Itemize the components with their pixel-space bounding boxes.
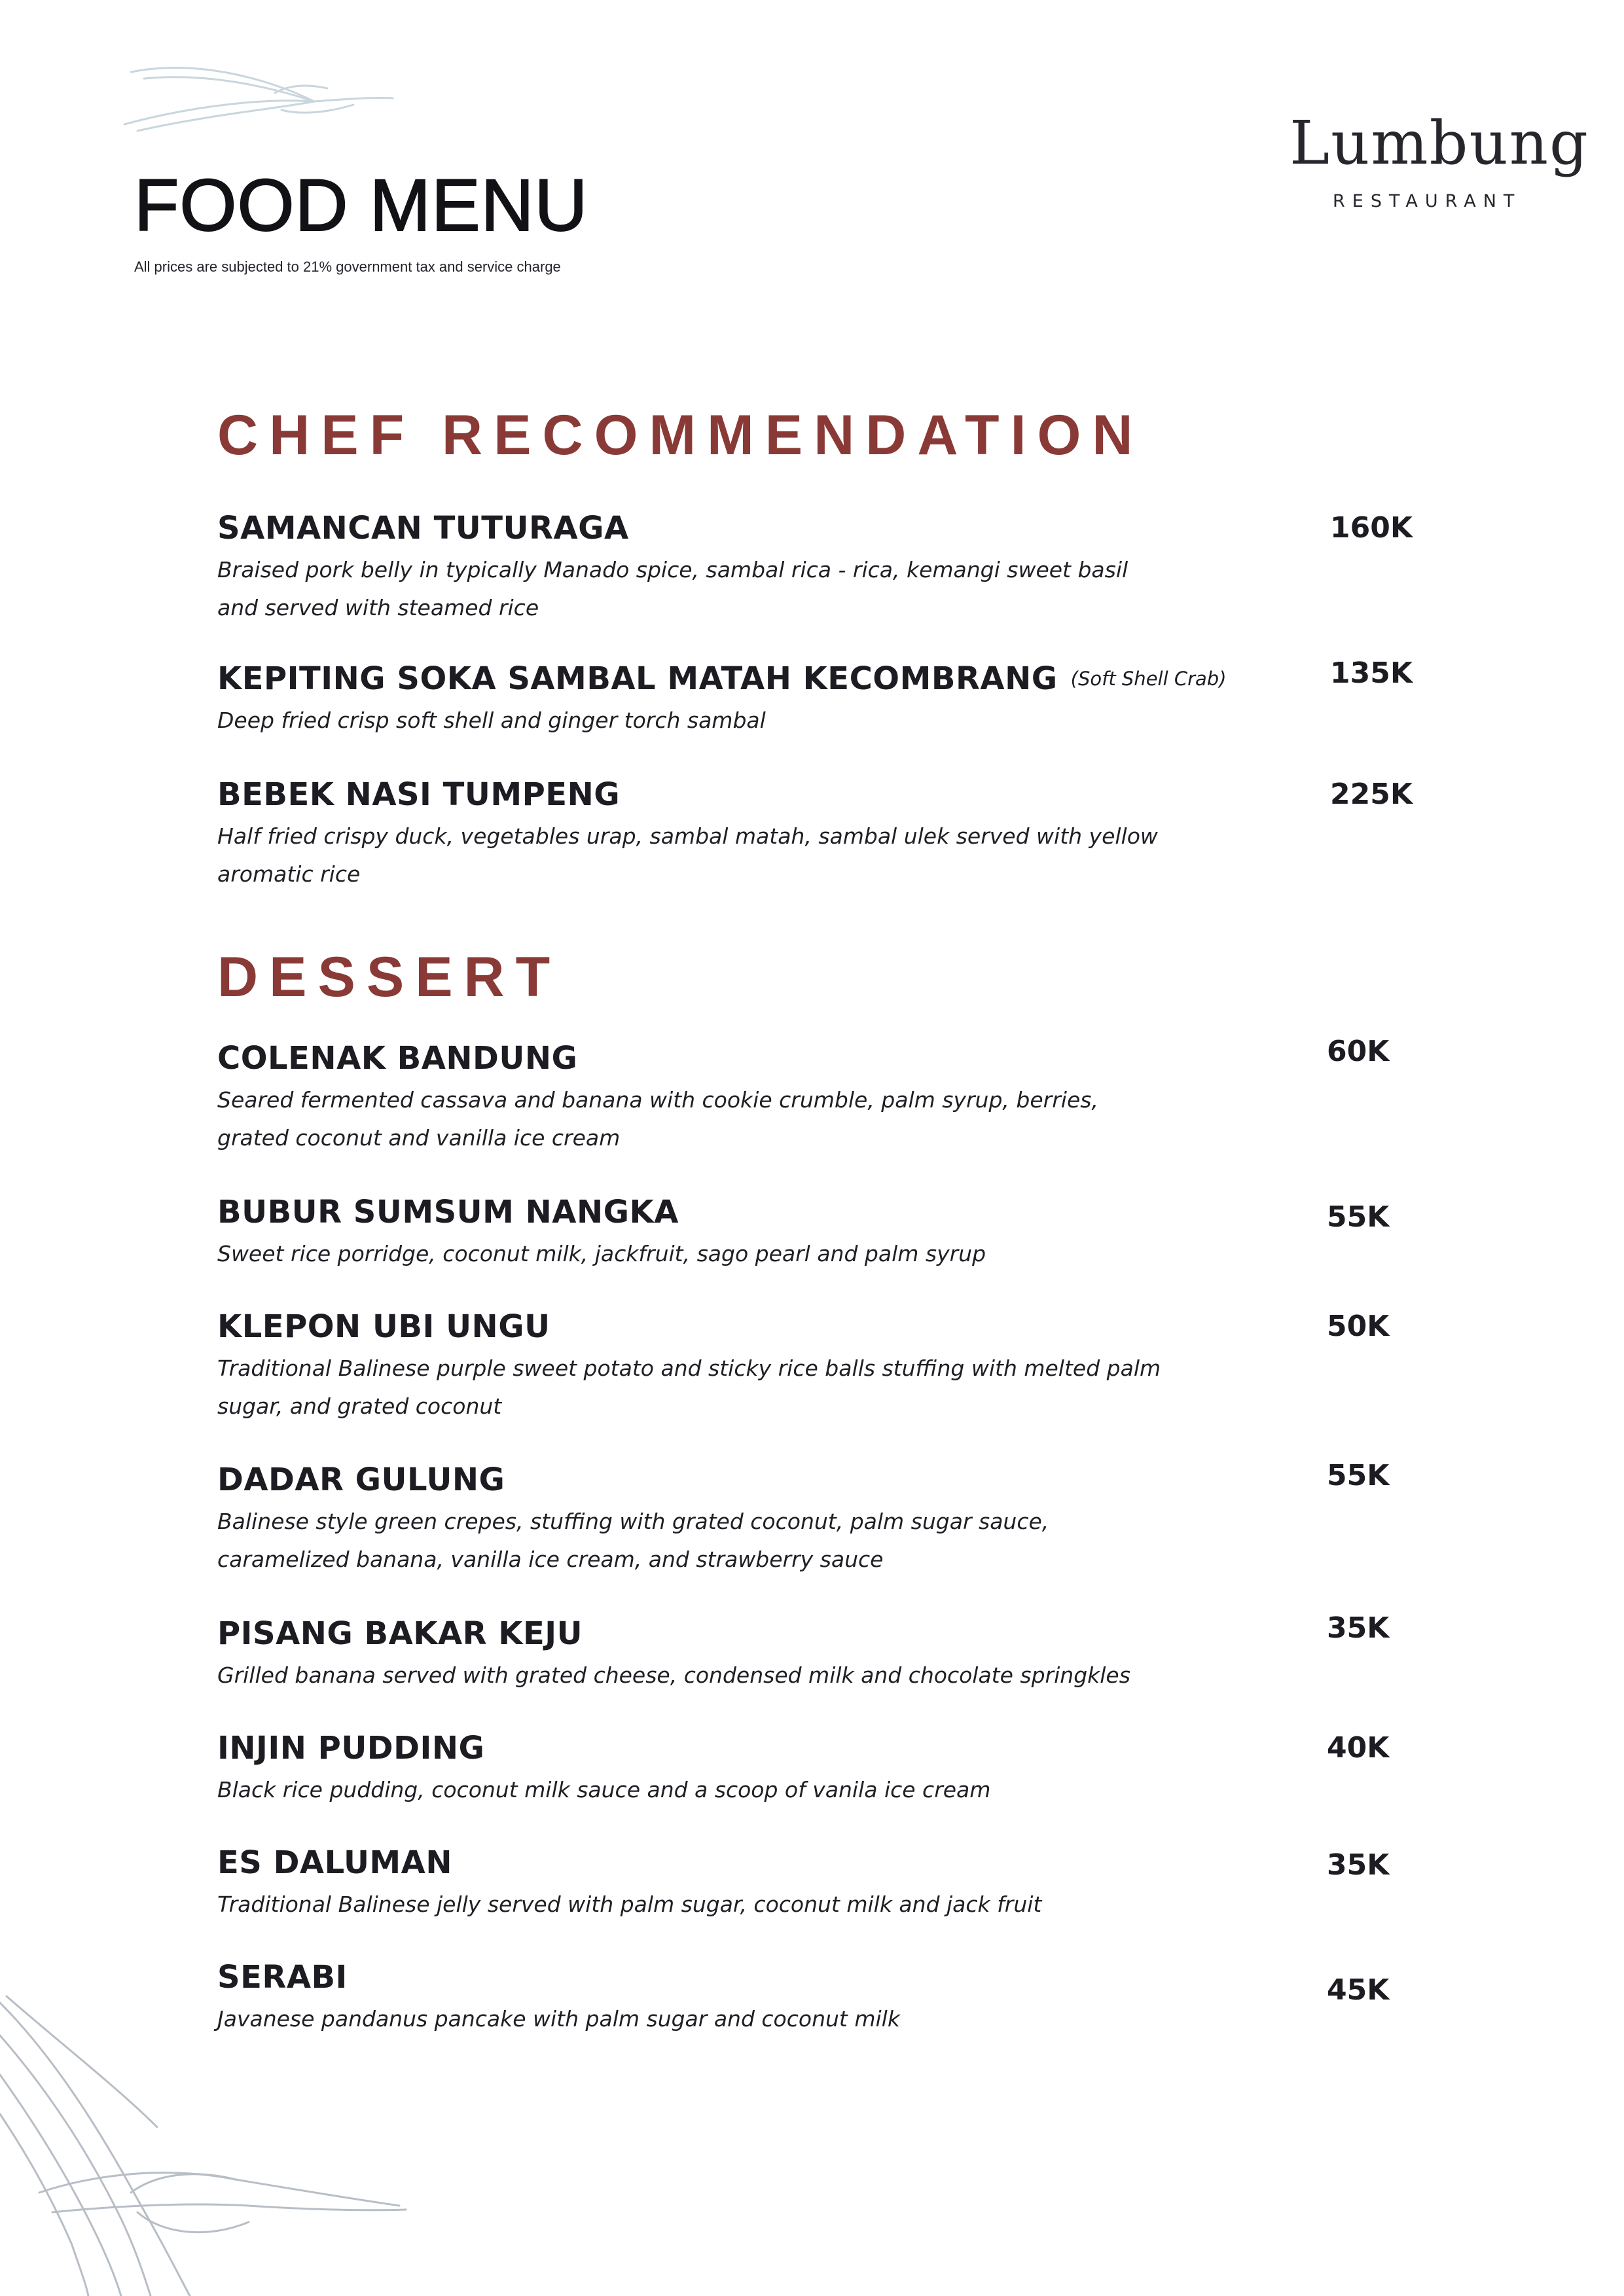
menu-item	[217, 1611, 1461, 1695]
item-price: 40K	[1327, 1731, 1390, 1765]
logo-name: Lumbung	[1290, 108, 1589, 178]
page-title: FOOD MENU	[134, 164, 588, 246]
item-name: COLENAK BANDUNG	[217, 1040, 578, 1077]
item-description: Grilled banana served with grated cheese, condensed milk and chocolate springkles	[217, 1662, 1130, 1688]
item-name: BEBEK NASI TUMPENG	[217, 776, 621, 813]
item-description: Braised pork belly in typically Manado spice, sambal rica - rica, kemangi sweet basil and served with steamed rice	[217, 557, 1128, 620]
item-name: INJIN PUDDING	[217, 1730, 485, 1767]
section-heading-chef-recommendation: CHEF RECOMMENDATION	[217, 404, 1144, 467]
item-price: 55K	[1327, 1459, 1390, 1492]
item-name: KLEPON UBI UNGU	[217, 1308, 550, 1345]
menu-item	[217, 1308, 1461, 1426]
restaurant-logo	[1283, 108, 1589, 219]
item-price: 135K	[1330, 656, 1413, 690]
item-description: Javanese pandanus pancake with palm sugar and coconut milk	[217, 2006, 900, 2032]
item-description: Black rice pudding, coconut milk sauce and a scoop of vanila ice cream	[217, 1777, 991, 1803]
item-price: 160K	[1330, 511, 1413, 545]
item-name: SAMANCAN TUTURAGA	[217, 510, 629, 547]
item-price: 55K	[1327, 1200, 1390, 1234]
item-name: PISANG BAKAR KEJU	[217, 1615, 583, 1652]
item-name: DADAR GULUNG	[217, 1462, 505, 1498]
item-name: BUBUR SUMSUM NANGKA	[217, 1194, 679, 1230]
menu-item	[217, 1193, 1461, 1273]
menu-item	[217, 1958, 1461, 2038]
item-description: Balinese style green crepes, stuffing with grated coconut, palm sugar sauce, caramelized banana, vanilla ice cream, and strawberry sauce	[217, 1509, 1049, 1572]
item-price: 225K	[1330, 778, 1413, 811]
item-price: 35K	[1327, 1611, 1390, 1645]
logo-subtitle: RESTAURANT	[1333, 191, 1522, 211]
item-name: KEPITING SOKA SAMBAL MATAH KECOMBRANG	[217, 660, 1058, 697]
item-price: 50K	[1327, 1310, 1390, 1343]
item-name: ES DALUMAN	[217, 1844, 452, 1881]
item-price: 60K	[1327, 1035, 1390, 1068]
menu-item	[217, 776, 1461, 893]
item-note: (Soft Shell Crab)	[1070, 668, 1227, 690]
item-description: Traditional Balinese jelly served with palm sugar, coconut milk and jack fruit	[217, 1892, 1042, 1917]
item-description: Seared fermented cassava and banana with cookie crumble, palm syrup, berries, grated coconut and vanilla ice cream	[217, 1087, 1098, 1151]
item-name-row	[217, 660, 1461, 698]
tax-note: All prices are subjected to 21% government tax and service charge	[134, 259, 561, 275]
section-heading-dessert: DESSERT	[217, 946, 562, 1009]
leaf-illustration-top	[118, 52, 406, 144]
menu-item	[217, 1035, 1461, 1157]
item-description: Half fried crispy duck, vegetables urap, sambal matah, sambal ulek served with yellow aromatic rice	[217, 823, 1158, 887]
menu-item	[217, 1461, 1461, 1579]
item-price: 45K	[1327, 1973, 1390, 2007]
menu-item	[217, 1844, 1461, 1924]
menu-item	[217, 656, 1461, 740]
item-description: Traditional Balinese purple sweet potato and sticky rice balls stuffing with melted palm sugar, and grated coconut	[217, 1355, 1161, 1419]
menu-item	[217, 509, 1461, 627]
menu-item	[217, 1729, 1461, 1809]
item-price: 35K	[1327, 1848, 1390, 1882]
item-description: Deep fried crisp soft shell and ginger torch sambal	[217, 708, 766, 733]
item-description: Sweet rice porridge, coconut milk, jackfruit, sago pearl and palm syrup	[217, 1241, 986, 1266]
item-name: SERABI	[217, 1959, 348, 1996]
